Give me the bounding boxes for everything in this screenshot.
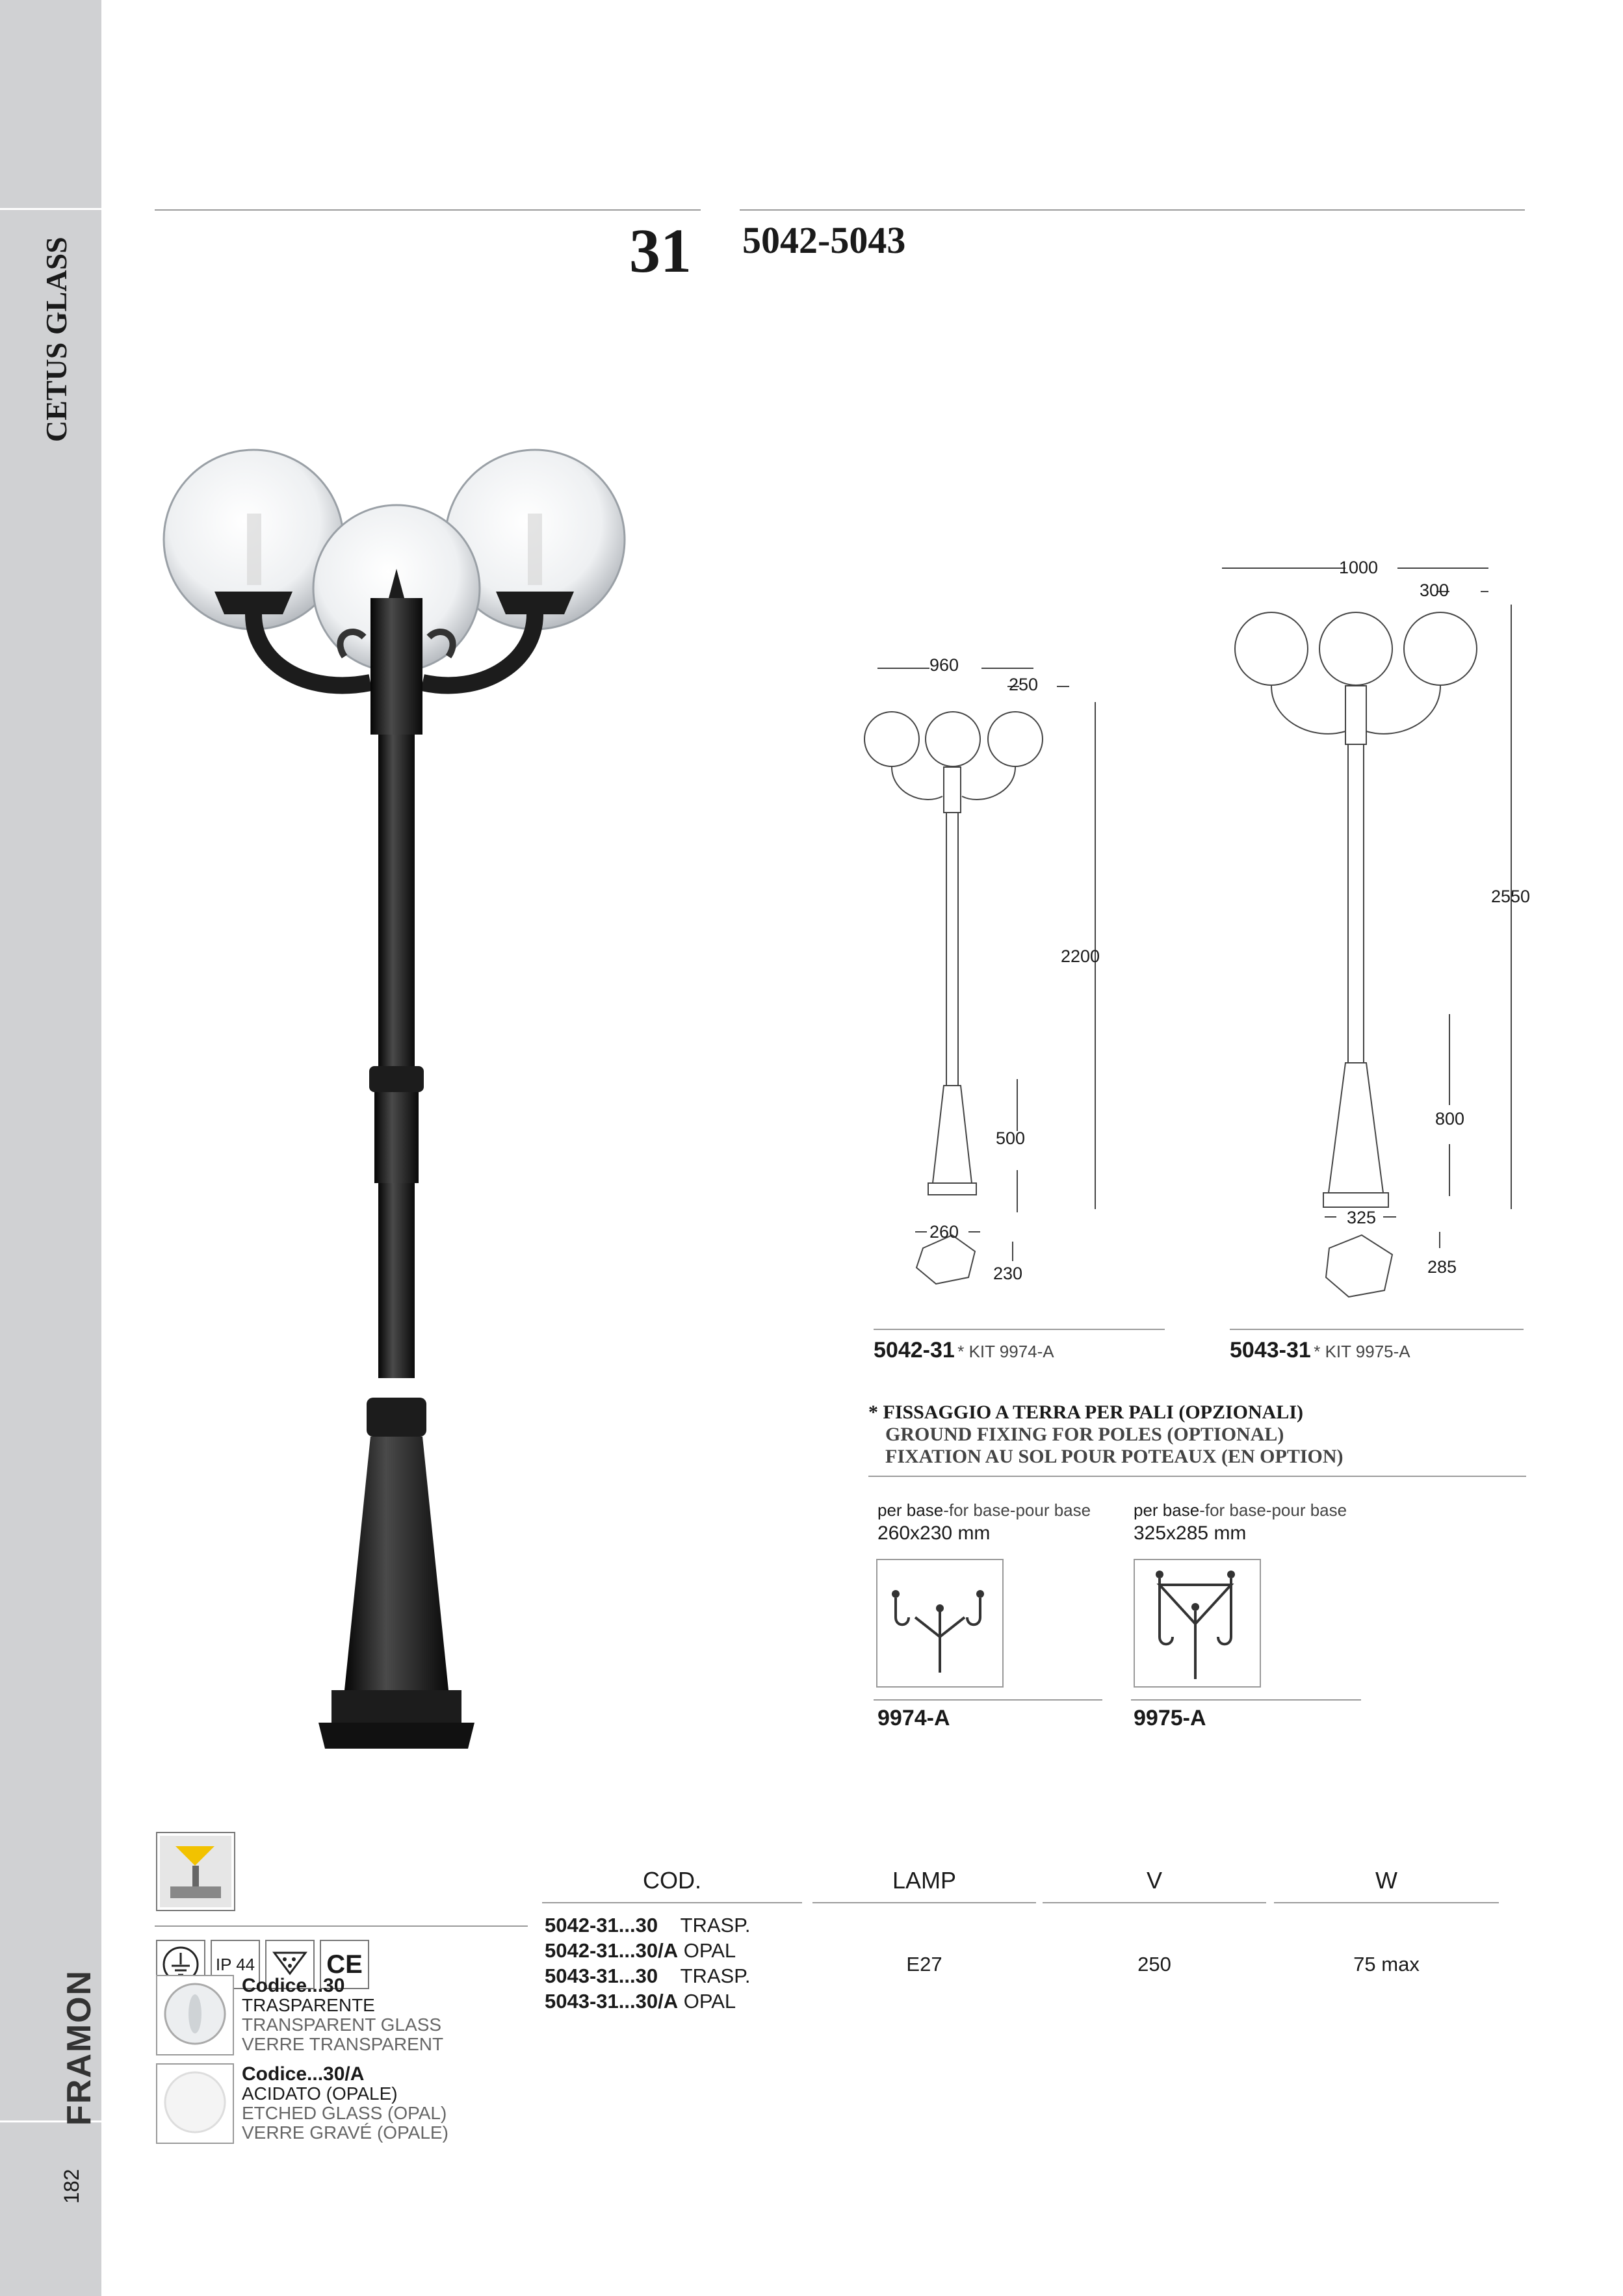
model-kit: * KIT 9974-A [957,1342,1054,1361]
drawing-5043 [1222,559,1534,1326]
dim-5043-width: 1000 [1339,558,1379,577]
glass-option-opal: Codice...30/A ACIDATO (OPALE) ETCHED GLASS (OPAL) VERRE GRAVÉ (OPALE) [242,2063,448,2143]
col-rule-cod [542,1902,802,1903]
kit-label-9974: per base-for base-pour base [877,1500,1091,1520]
col-header-cod: COD. [643,1867,701,1894]
ce-mark-icon: CE [320,1940,369,1989]
fixing-line-en: GROUND FIXING FOR POLES (OPTIONAL) [885,1424,1284,1445]
code-list [545,1912,751,2014]
table-row: 5043-31...30/A OPAL [545,1990,736,2013]
dim-5042-base-width: 260 [929,1222,959,1242]
kit-code-9975: 9975-A [1134,1706,1206,1730]
dim-5043-base-width: 325 [1347,1208,1377,1227]
sidebar-divider [0,208,101,210]
model-caption-5042 [874,1338,1054,1363]
opal-glass-icon [156,2063,234,2144]
ip-rating-badge: IP 44 [211,1940,260,1989]
header-rule-left [155,209,701,211]
drawing-5042 [845,650,1209,1326]
model-caption-5043 [1230,1338,1410,1363]
model-code: 5043-31 [1230,1338,1311,1363]
kit-rule-9974 [874,1699,1102,1701]
kit-size-9974: 260x230 mm [877,1522,991,1544]
table-row: 5042-31...30 TRASP. [545,1914,751,1937]
model-kit: * KIT 9975-A [1314,1342,1410,1361]
kit-drawing-9974 [876,1559,1004,1688]
kit-label-9975: per base-for base-pour base [1134,1500,1347,1520]
col-rule-v [1043,1902,1266,1903]
dim-5042-base-height: 500 [996,1128,1026,1148]
dim-5043-base-height: 800 [1435,1109,1465,1128]
dim-5042-base-depth: 230 [993,1264,1023,1283]
col-header-w: W [1375,1867,1397,1894]
glass-option-transparent: Codice...30 TRASPARENTE TRANSPARENT GLASS VERRE TRANSPARENT [242,1975,444,2054]
model-code: 5042-31 [874,1338,955,1363]
model-rule-5042 [874,1329,1165,1330]
dim-5042-spacing: 250 [1009,675,1039,694]
section-number: 31 [629,216,692,285]
col-header-lamp: LAMP [892,1867,957,1894]
fixing-heading [868,1402,1344,1468]
fixing-rule [868,1476,1526,1477]
voltage-value: 250 [1137,1953,1171,1976]
product-photo [156,442,650,1775]
kit-size-9975: 325x285 mm [1134,1522,1247,1544]
table-row: 5042-31...30/A OPAL [545,1939,736,1962]
header-rule-right [740,209,1525,211]
dim-5042-height: 2200 [1061,946,1100,966]
collection-title: CETUS GLASS [40,237,73,442]
light-direction-icon [156,1832,235,1911]
col-rule-w [1274,1902,1499,1903]
wattage-value: 75 max [1353,1953,1420,1976]
table-row: 5043-31...30 TRASP. [545,1964,751,1987]
left-table-rule [155,1925,528,1927]
transparent-glass-icon [156,1975,234,2055]
lamp-value: E27 [906,1953,942,1976]
fixing-line-fr: FIXATION AU SOL POUR POTEAUX (EN OPTION) [885,1446,1344,1467]
page-number: 182 [60,2169,83,2204]
dim-5043-spacing: 300 [1420,581,1449,600]
kit-rule-9975 [1131,1699,1361,1701]
col-header-v: V [1146,1867,1162,1894]
kit-code-9974: 9974-A [877,1706,950,1730]
dim-5043-height: 2550 [1491,887,1531,906]
model-rule-5043 [1230,1329,1524,1330]
brand-logo: FRAMON [60,1969,98,2126]
product-title: 5042-5043 [742,219,906,261]
kit-drawing-9975 [1134,1559,1261,1688]
dim-5042-width: 960 [929,655,959,675]
fixing-line-it: * FISSAGGIO A TERRA PER PALI (OPZIONALI) [868,1402,1304,1423]
col-rule-lamp [812,1902,1036,1903]
dim-5043-base-depth: 285 [1427,1257,1457,1277]
